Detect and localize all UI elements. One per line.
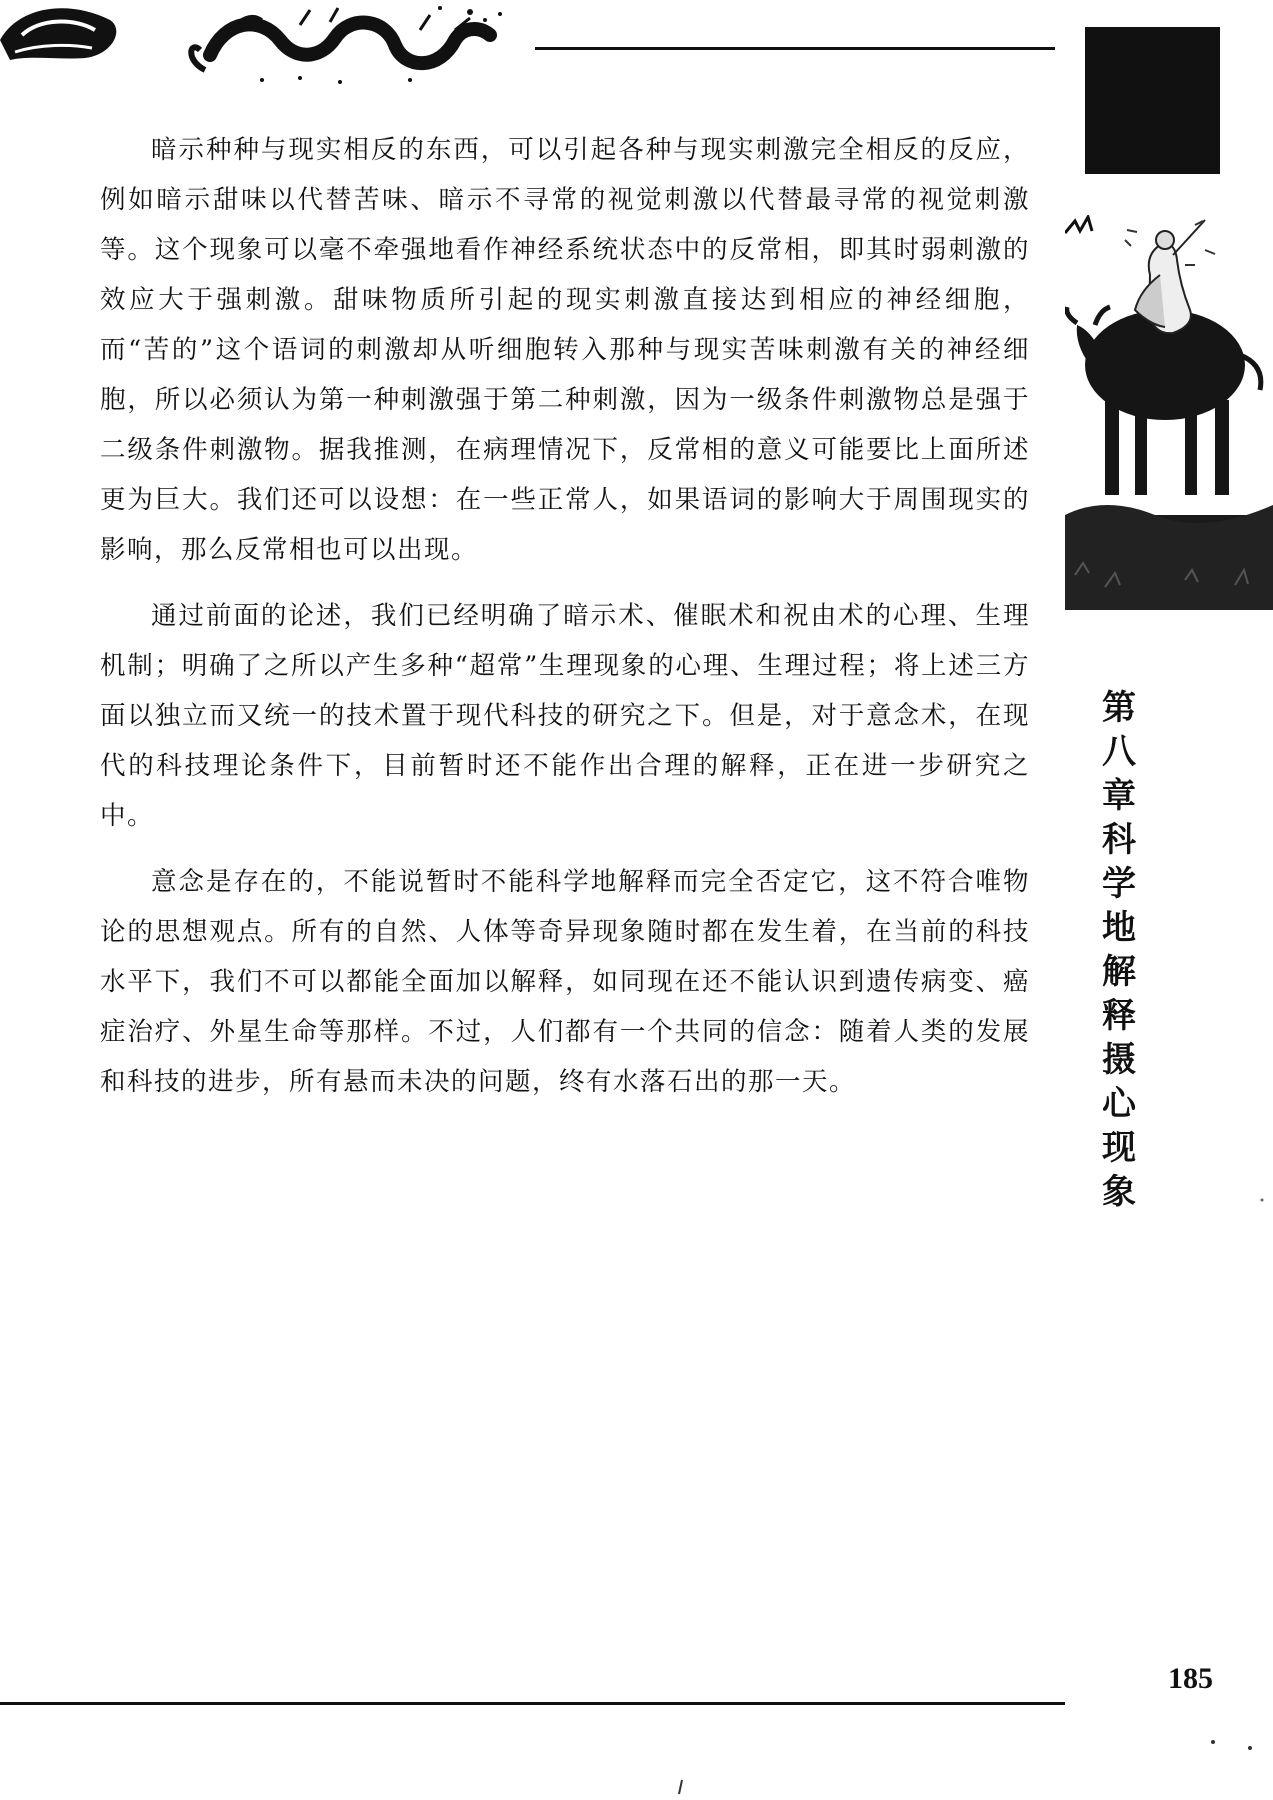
dragon-ornament-icon (0, 0, 520, 95)
chapter-title-char: 科 (1102, 820, 1136, 860)
chapter-title-char: 解 (1102, 952, 1136, 992)
chapter-title-char: 八 (1102, 732, 1136, 772)
chapter-title-char: 摄 (1102, 1040, 1136, 1080)
chapter-title-char: 释 (1102, 996, 1136, 1036)
chapter-title-char: 学 (1102, 864, 1136, 904)
paragraph-1: 暗示种种与现实相反的东西，可以引起各种与现实刺激完全相反的反应，例如暗示甜味以代替苦味、暗示不寻常的视觉刺激以代替最寻常的视觉刺激等。这个现象可以毫不牵强地看作神经系统状态中的反常相，即其时弱刺激的效应大于强刺激。甜味物质所引起的现实刺激直接达到相应的神经细胞，而“苦的”这个语词的刺激却从听细胞转入那种与现实苦味刺激有关的神经细胞，所以必须认为第一种刺激强于第二种刺激，因为一级条件刺激物总是强于二级条件刺激物。据我推测，在病理情况下，反常相的意义可能要比上面所述更为巨大。我们还可以设想：在一些正常人，如果语词的影响大于周围现实的影响，那么反常相也可以出现。 (100, 135, 1030, 565)
chapter-title (1095, 686, 1143, 1214)
chapter-title-char: 象 (1102, 1172, 1136, 1212)
chapter-title-char: 章 (1102, 776, 1136, 816)
chapter-tab-block (1085, 27, 1220, 174)
chapter-title-char: 地 (1102, 908, 1136, 948)
body-text (100, 125, 1030, 1123)
paragraph-2: 通过前面的论述，我们已经明确了暗示术、催眠术和祝由术的心理、生理机制；明确了之所以产生多种“超常”生理现象的心理、生理过程；将上述三方面以独立而又统一的技术置于现代科技的研究之下。但是，对于意念术，在现代的科技理论条件下，目前暂时还不能作出合理的解释，正在进一步研究之中。 (100, 601, 1030, 831)
chapter-title-char: 心 (1102, 1084, 1136, 1124)
chapter-title-char: 现 (1102, 1128, 1136, 1168)
header-rule (535, 47, 1055, 50)
paragraph-3: 意念是存在的，不能说暂时不能科学地解释而完全否定它，这不符合唯物论的思想观点。所有的自然、人体等奇异现象随时都在发生着，在当前的科技水平下，我们不可以都能全面加以解释，如同现在还不能认识到遗传病变、癌症治疗、外星生命等那样。不过，人们都有一个共同的信念：随着人类的发展和科技的进步，所有悬而未决的问题，终有水落石出的那一天。 (100, 867, 1030, 1097)
chapter-title-char: 第 (1102, 688, 1136, 728)
sage-on-ox-illustration-icon (1065, 215, 1273, 610)
page-number: 185 (1168, 1662, 1213, 1695)
footer-rule (0, 1702, 1065, 1705)
